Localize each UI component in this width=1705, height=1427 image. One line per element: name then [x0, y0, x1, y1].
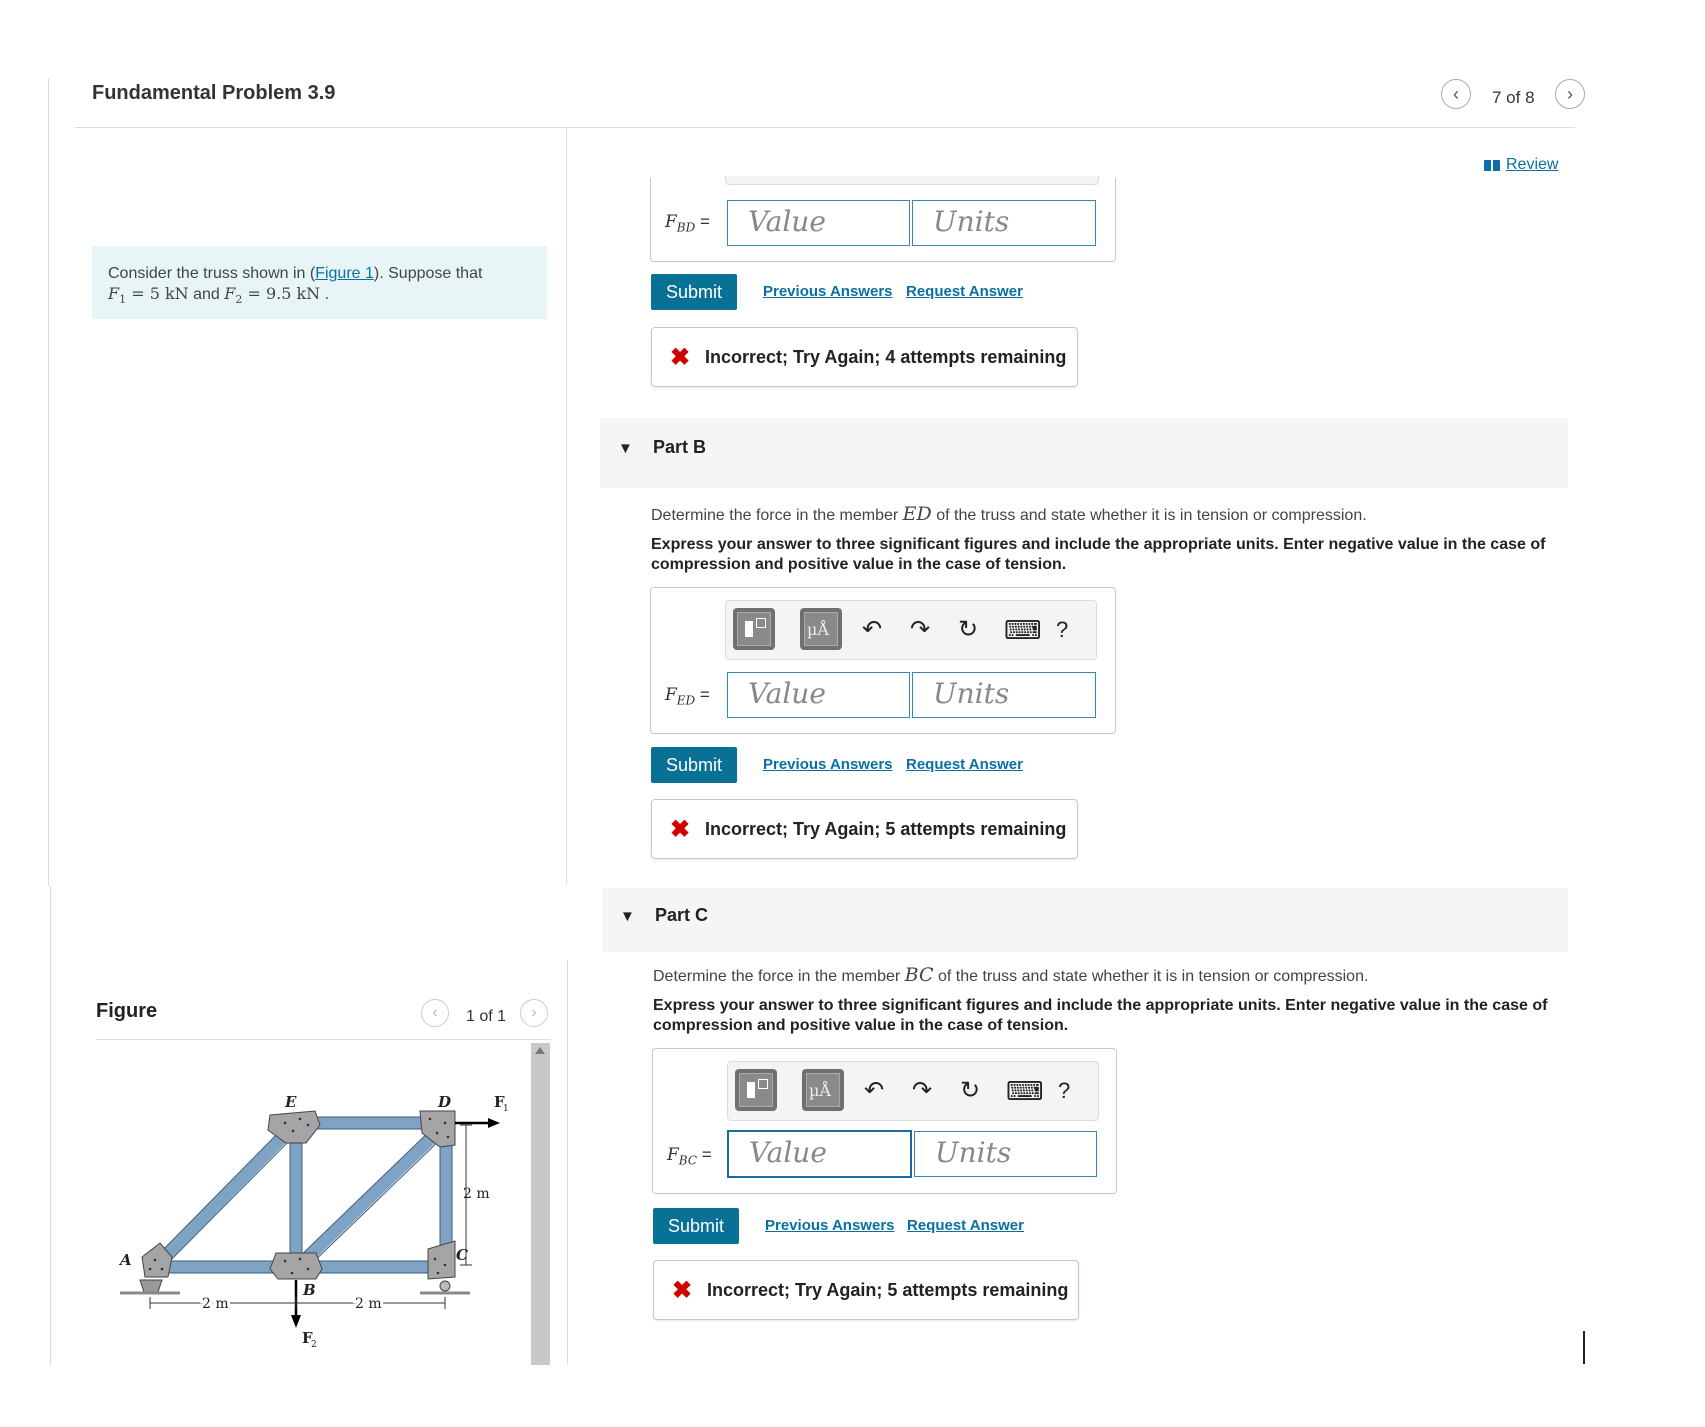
undo-icon[interactable]: ↶	[864, 1077, 885, 1104]
intro-text: Consider the truss shown in (	[108, 265, 316, 282]
scroll-up-arrow[interactable]	[535, 1047, 545, 1054]
problem-statement	[92, 246, 547, 319]
chevron-left-icon: ‹	[1453, 83, 1459, 104]
error-x-icon: ✖	[670, 816, 691, 843]
templates-icon	[745, 621, 753, 637]
units-button[interactable]	[800, 608, 842, 650]
pane-divider	[566, 128, 567, 884]
part-c-submit-button[interactable]: Submit	[653, 1208, 739, 1244]
part-a-request-answer-link[interactable]: Request Answer	[906, 283, 1023, 300]
units-button[interactable]	[802, 1069, 844, 1111]
label-C: C	[456, 1246, 468, 1264]
truss-figure	[110, 1085, 520, 1360]
part-a-previous-answers-link[interactable]: Previous Answers	[763, 283, 893, 300]
figure-scrollbar[interactable]	[531, 1043, 550, 1365]
part-b-header[interactable]	[600, 418, 1568, 488]
member-AE	[155, 1130, 290, 1267]
plate-C	[428, 1241, 455, 1279]
undo-icon[interactable]: ↶	[862, 616, 883, 643]
f2-subscript: 2	[235, 293, 243, 307]
pin-support-A	[120, 1280, 180, 1293]
part-a-answer-box	[650, 178, 1116, 262]
part-a-toolbar-fragment	[725, 176, 1099, 185]
label-A: A	[120, 1251, 132, 1269]
f1-value: = 5 kN	[126, 284, 189, 303]
part-b-math-toolbar	[725, 600, 1097, 660]
error-x-icon: ✖	[670, 344, 691, 371]
f1-symbol: F	[108, 284, 120, 303]
page-title: Fundamental Problem 3.9	[92, 82, 336, 104]
pane-divider-lower	[567, 960, 568, 1365]
label-F1-sub: 1	[503, 1104, 509, 1114]
part-c-value-input[interactable]: Value	[727, 1130, 912, 1178]
part-b-previous-answers-link[interactable]: Previous Answers	[763, 756, 893, 773]
part-c-question: Determine the force in the member BC of the truss and state whether it is in tension or compression.	[653, 964, 1369, 986]
part-c-units-input[interactable]: Units	[914, 1131, 1097, 1177]
part-b-request-answer-link[interactable]: Request Answer	[906, 756, 1023, 773]
figure-divider	[96, 1039, 551, 1040]
part-c-answer-box	[652, 1048, 1117, 1194]
review-label: Review	[1506, 156, 1559, 173]
chevron-left-icon: ‹	[432, 1004, 438, 1021]
f2-value: = 9.5 kN	[242, 284, 321, 303]
part-c-variable-label: $F_{BC}$ =	[667, 1145, 712, 1168]
label-F2-sub: 2	[311, 1340, 317, 1350]
templates-button[interactable]	[733, 608, 775, 650]
prev-figure-button[interactable]	[421, 999, 449, 1027]
collapse-triangle-icon: ▼	[620, 908, 635, 925]
part-c-previous-answers-link[interactable]: Previous Answers	[765, 1217, 895, 1234]
part-b-feedback-text: Incorrect; Try Again; 5 attempts remaining	[705, 819, 1067, 839]
part-a-feedback	[651, 327, 1078, 387]
label-F1: F	[494, 1093, 505, 1111]
part-c-feedback	[653, 1260, 1079, 1320]
keyboard-icon[interactable]: ⌨	[1006, 1076, 1044, 1106]
roller-support-C	[420, 1281, 470, 1293]
part-c-instructions: Express your answer to three significant figures and include the appropriate units. Enter negative value in the case of compression and positive value in the case of tension.	[653, 997, 1548, 1034]
plate-B	[270, 1253, 322, 1279]
part-c-math-toolbar	[727, 1061, 1099, 1121]
part-c-request-answer-link[interactable]: Request Answer	[907, 1217, 1024, 1234]
templates-button[interactable]	[735, 1069, 777, 1111]
part-b-variable-label: $F_{ED}$ =	[665, 685, 710, 708]
part-b-instructions: Express your answer to three significant figures and include the appropriate units. Enter negative value in the case of compression and positive value in the case of tension.	[651, 536, 1546, 573]
label-E: E	[285, 1093, 297, 1111]
chevron-right-icon: ›	[1567, 83, 1573, 104]
keyboard-icon[interactable]: ⌨	[1004, 615, 1042, 645]
redo-icon[interactable]: ↷	[910, 616, 931, 643]
units-icon: µÅ	[809, 1081, 831, 1100]
collapse-triangle-icon: ▼	[618, 440, 633, 457]
part-b-feedback	[651, 799, 1078, 859]
figure-link[interactable]: Figure 1	[315, 265, 374, 282]
chevron-right-icon: ›	[531, 1004, 537, 1021]
f2-symbol: F	[224, 284, 236, 303]
part-b-submit-button[interactable]: Submit	[651, 747, 737, 783]
label-D: D	[438, 1093, 452, 1111]
part-b-label: Part B	[653, 437, 707, 457]
next-problem-button[interactable]	[1555, 79, 1585, 109]
part-b-question: Determine the force in the member ED of the truss and state whether it is in tension or compression.	[651, 503, 1367, 525]
truss-members	[155, 1123, 446, 1267]
figure-pager: 1 of 1	[466, 1008, 507, 1025]
part-b-value-input[interactable]: Value	[727, 672, 910, 718]
problem-pager: 7 of 8	[1492, 88, 1535, 107]
load-F1	[455, 1118, 500, 1128]
redo-icon[interactable]: ↷	[912, 1077, 933, 1104]
intro-and: and	[188, 286, 225, 303]
member-BD	[300, 1130, 440, 1265]
help-icon[interactable]: ?	[1058, 1078, 1071, 1103]
part-c-feedback-text: Incorrect; Try Again; 5 attempts remaining	[707, 1280, 1069, 1300]
header-divider	[75, 127, 1575, 128]
part-a-variable-label: $F_{BD}$ =	[665, 212, 710, 235]
text-cursor	[1583, 1331, 1585, 1364]
part-a-feedback-text: Incorrect; Try Again; 4 attempts remaining	[705, 347, 1067, 367]
units-icon: µÅ	[807, 620, 829, 639]
part-b-units-input[interactable]: Units	[912, 672, 1096, 718]
error-x-icon: ✖	[672, 1277, 693, 1304]
label-B: B	[303, 1281, 316, 1299]
intro-end: .	[320, 286, 330, 303]
part-a-submit-button[interactable]: Submit	[651, 274, 737, 310]
reset-icon[interactable]: ↻	[960, 1077, 981, 1104]
book-icon	[1484, 160, 1500, 171]
reset-icon[interactable]: ↻	[958, 616, 979, 643]
label-dim-vertical: 2 m	[463, 1186, 490, 1202]
label-F2: F	[302, 1329, 313, 1347]
intro-text-2: ). Suppose that	[373, 265, 483, 282]
review-link[interactable]	[1484, 156, 1558, 174]
part-c-label: Part C	[655, 905, 709, 925]
f1-subscript: 1	[119, 293, 127, 307]
prev-problem-button[interactable]	[1441, 79, 1471, 109]
part-b-answer-box	[650, 587, 1116, 734]
next-figure-button[interactable]	[520, 999, 548, 1027]
part-c-header[interactable]	[602, 888, 1568, 952]
help-icon[interactable]: ?	[1056, 617, 1069, 642]
figure-title: Figure	[96, 1000, 158, 1022]
label-dim-h2: 2 m	[355, 1296, 382, 1312]
templates-icon	[747, 1082, 755, 1098]
part-a-units-input[interactable]: Units	[912, 200, 1096, 246]
left-border	[48, 78, 49, 886]
part-a-value-input[interactable]: Value	[727, 200, 910, 246]
left-border-lower	[50, 886, 51, 1366]
label-dim-h1: 2 m	[202, 1296, 229, 1312]
